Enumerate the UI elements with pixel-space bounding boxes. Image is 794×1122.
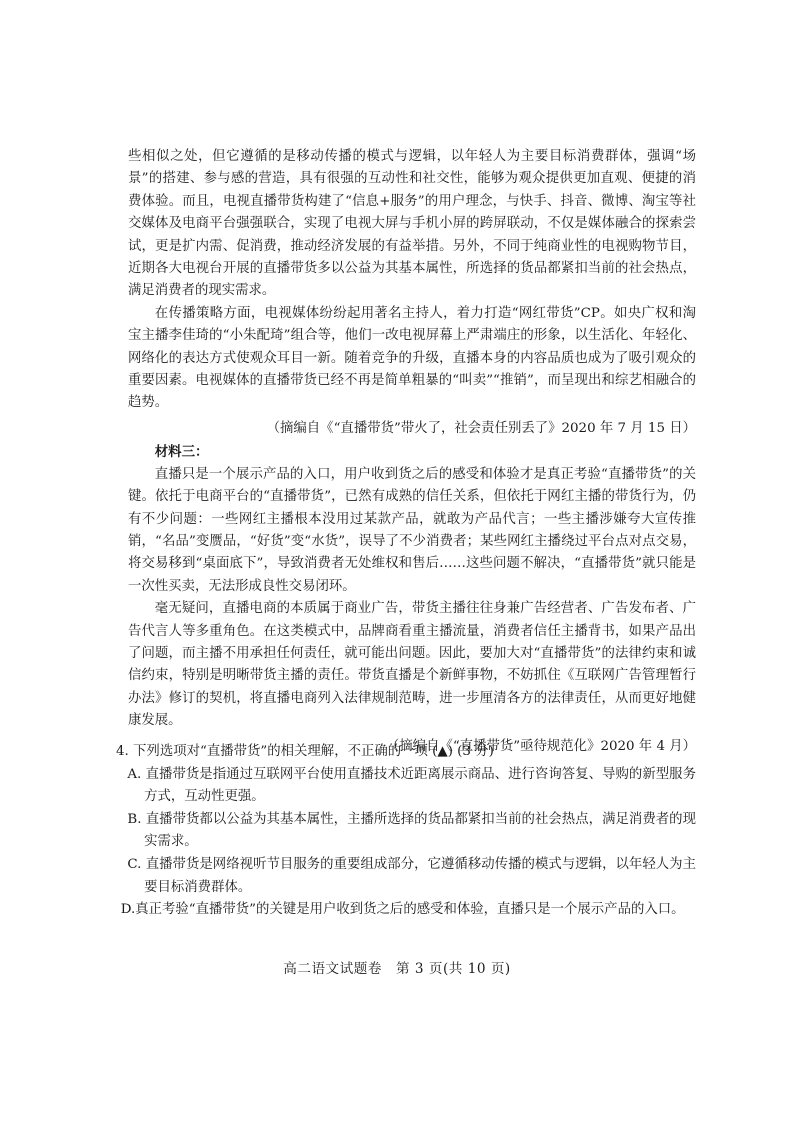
option-d: D.真正考验“直播带货”的关键是用户收到货之后的感受和体验，直播只是一个展示产品的入口。 xyxy=(120,902,685,918)
material3-paragraph-2: 毫无疑问，直播电商的本质属于商业广告，带货主播往往身兼广告经营者、广告发布者、广告代言人等多重角色。在这类模式中，品牌商看重主播流量，消费者信任主播背书，如果产品出了问题，而主播不用承担任何责任，就可能出问题。因此，要加大对“直播带货”的法律约束和诚信约束，特别是明晰带货主播的责任。带货直播是个新鲜事物，不妨抓住《互联网广告管理暂行办法》修订的契机，将直播电商列入法律规制范畴，进一步厘清各方的法律责任，从而更好地健康发展。 xyxy=(128,601,696,729)
reading-material xyxy=(128,146,696,759)
material2-source: （摘编自《“直播带货”带火了，社会责任别丢了》2020 年 7 月 15 日） xyxy=(266,420,696,436)
option-c: C. 直播带货是网络视听节目服务的重要组成部分，它遵循移动传播的模式与逻辑，以年轻人为主要目标消费群体。 xyxy=(127,856,696,895)
material3-source: （摘编自《“直播带货”亟待规范化》2020 年 4 月） xyxy=(385,738,696,754)
material2-paragraph-strategy: 在传播策略方面，电视媒体纷纷起用著名主持人，着力打造“网红带货”CP。如央广权和淘宝主播李佳琦的“小朱配琦”组合等，他们一改电视屏幕上严肃端庄的形象，以生活化、年轻化、网络化的表达方式使观众耳目一新。随着竞争的升级，直播本身的内容品质也成为了吸引观众的重要因素。电视媒体的直播带货已经不再是简单粗暴的“叫卖”“推销”，而呈现出和综艺相融合的趋势。 xyxy=(128,305,696,411)
material3-paragraph-1: 直播只是一个展示产品的入口，用户收到货之后的感受和体验才是真正考验“直播带货”的关键。依托于电商平台的“直播带货”，已然有成熟的信任关系，但依托于网红主播的带货行为，仍有不少问题：一些网红主播根本没用过某款产品，就敢为产品代言；一些主播涉嫌夸大宣传推销，“名品”变赝品，“好货”变“水货”，误导了不少消费者；某些网红主播绕过平台点对点交易，将交易移到“桌面底下”，导致消费者无处维权和售后……这些问题不解决，“直播带货”就只能是一次性买卖，无法形成良性交易闭环。 xyxy=(128,466,696,594)
option-b: B. 直播带货都以公益为其基本属性，主播所选择的货品都紧扣当前的社会热点，满足消费者的现实需求。 xyxy=(127,811,696,850)
option-a: A. 直播带货是指通过互联网平台使用直播技术近距离展示商品、进行咨询答复、导购的新型服务方式，互动性更强。 xyxy=(127,766,696,805)
material3-heading: 材料三： xyxy=(154,444,209,461)
material2-paragraph-continued: 些相似之处，但它遵循的是移动传播的模式与逻辑，以年轻人为主要目标消费群体，强调“场景”的搭建、参与感的营造，具有很强的互动性和社交性，能够为观众提供更加直观、便捷的消费体验。而且，电视直播带货构建了“信息+服务”的用户理念，与快手、抖音、微博、淘宝等社交媒体及电商平台强强联合，实现了电视大屏与手机小屏的跨屏联动，不仅是媒体融合的探索尝试，更是扩内需、促消费，推动经济发展的有益举措。另外，不同于纯商业性的电视购物节目，近期各大电视台开展的直播带货多以公益为其基本属性，所选择的货品都紧扣当前的社会热点，满足消费者的现实需求。 xyxy=(128,149,696,299)
question-stem: 4. 下列选项对“直播带货”的相关理解，不正确的一项 (▲) (3 分) xyxy=(116,744,494,759)
question-4 xyxy=(116,741,696,922)
page-footer: 高二语文试题卷 第 3 页(共 10 页) xyxy=(283,961,511,977)
